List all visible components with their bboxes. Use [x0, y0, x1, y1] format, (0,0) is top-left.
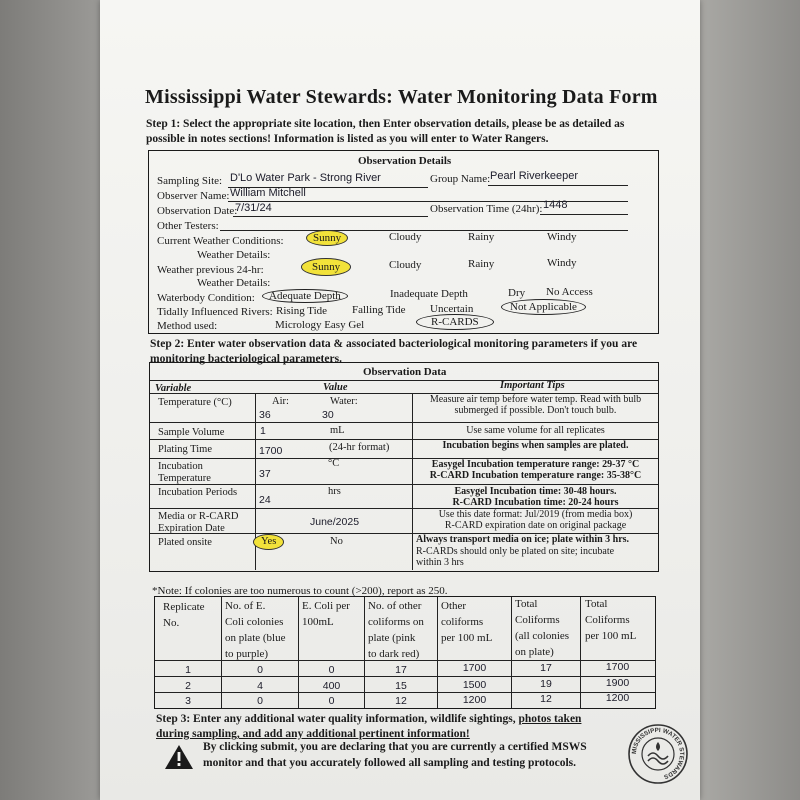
current-weather-sunny[interactable]: Sunny	[306, 230, 348, 246]
weather-details-label-2: Weather Details:	[197, 277, 271, 289]
plating-time-unit: (24-hr format)	[329, 442, 390, 453]
other-testers-label: Other Testers:	[157, 220, 219, 232]
rep2-other-per-100[interactable]: 1500	[462, 679, 487, 691]
rep3-ecoli-per-100[interactable]: 0	[328, 695, 335, 707]
temperature-tip-1: Measure air temp before water temp. Read with bulb	[429, 394, 642, 405]
incubation-temp-value[interactable]: 37	[259, 468, 271, 480]
rep3-total-per-100[interactable]: 1200	[605, 692, 630, 704]
rep1-other-per-100[interactable]: 1700	[462, 662, 487, 674]
tidal-uncertain[interactable]: Uncertain	[430, 303, 474, 315]
rep3-no: 3	[185, 695, 191, 707]
observation-date-label: Observation Date:	[157, 205, 238, 217]
rep1-ecoli-colonies[interactable]: 0	[257, 664, 263, 676]
expiration-tip-2: R-CARD expiration date on original package	[444, 520, 627, 531]
sampling-site-label: Sampling Site:	[157, 175, 223, 187]
plating-time-tip: Incubation begins when samples are plated.	[442, 440, 629, 451]
sample-volume-unit: mL	[330, 425, 345, 436]
rep3-total-colonies[interactable]: 12	[540, 693, 552, 705]
incubation-temp-tip-1: Easygel Incubation temperature range: 29-37 °C	[431, 459, 640, 470]
observer-name-value[interactable]: William Mitchell	[230, 187, 306, 199]
rep2-ecoli-colonies[interactable]: 4	[257, 680, 263, 692]
rep1-ecoli-per-100[interactable]: 0	[328, 664, 335, 676]
incubation-periods-tip-1: Easygel Incubation time: 30-48 hours.	[454, 486, 617, 497]
incubation-periods-label: Incubation Periods	[158, 487, 238, 498]
air-label: Air:	[272, 396, 289, 407]
waterbody-dry[interactable]: Dry	[508, 287, 526, 299]
temperature-label: Temperature (°C)	[158, 397, 232, 408]
sampling-site-value[interactable]: D'Lo Water Park - Strong River	[230, 172, 381, 184]
observation-data-heading: Observation Data	[363, 366, 447, 378]
submit-notice-line2: monitor and that you accurately followed all sampling and testing protocols.	[203, 757, 577, 769]
background-right	[700, 0, 800, 800]
step3-line1: Step 3: Enter any additional water quality information, wildlife sightings, photos taken	[156, 713, 582, 725]
rep3-other-colonies[interactable]: 12	[395, 695, 407, 707]
colonies-note: *Note: If colonies are too numerous to count (>200), report as 250.	[152, 585, 448, 597]
rep1-no: 1	[185, 664, 191, 676]
method-label: Method used:	[157, 320, 218, 332]
tidal-rising[interactable]: Rising Tide	[276, 305, 328, 317]
plating-time-label: Plating Time	[158, 444, 212, 455]
svg-text:MISSISSIPPI WATER STEWARDS: MISSISSIPPI WATER STEWARDS	[630, 726, 686, 781]
sample-volume-value[interactable]: 1	[260, 425, 266, 437]
form-title: Mississippi Water Stewards: Water Monitoring Data Form	[145, 86, 658, 108]
submit-notice-line1: By clicking submit, you are declaring that you are currently a certified MSWS	[203, 741, 587, 753]
prev-weather-cloudy[interactable]: Cloudy	[389, 259, 422, 271]
air-value[interactable]: 36	[259, 409, 271, 421]
weather-prev-label: Weather previous 24-hr:	[157, 264, 264, 276]
expiration-tip-1: Use this date format: Jul/2019 (from media box)	[438, 509, 633, 520]
weather-details-label-1: Weather Details:	[197, 249, 271, 261]
incubation-temp-label-1: Incubation	[158, 461, 203, 472]
incubation-periods-unit: hrs	[328, 486, 341, 497]
water-label: Water:	[330, 396, 358, 407]
rep3-ecoli-colonies[interactable]: 0	[257, 695, 263, 707]
plated-onsite-tip-2: R-CARDs should only be plated on site; incubate	[416, 546, 615, 557]
observation-time-value[interactable]: 1448	[543, 199, 568, 211]
col-variable-header: Variable	[155, 383, 192, 394]
tidal-falling[interactable]: Falling Tide	[352, 304, 406, 316]
rep-header-col2: No. of E. Coli colonies on plate (blue to purple)	[225, 600, 286, 660]
incubation-periods-tip-2: R-CARD Incubation time: 20-24 hours	[452, 497, 619, 508]
tidal-not-applicable[interactable]: Not Applicable	[501, 299, 586, 315]
step1-line2: possible in notes sections! Information is listed as you will enter to Water Rangers.	[146, 133, 549, 145]
current-weather-cloudy[interactable]: Cloudy	[389, 231, 422, 243]
rep-header-col5: Other coliforms per 100 mL	[441, 600, 493, 644]
expiration-label-2: Expiration Date	[158, 523, 225, 534]
col-tips-header: Important Tips	[500, 380, 565, 391]
plated-onsite-yes[interactable]: Yes	[253, 534, 284, 550]
incubation-temp-unit: °C	[328, 458, 340, 469]
current-weather-rainy[interactable]: Rainy	[468, 231, 495, 243]
rep-header-col6: Total Coliforms (all colonies on plate)	[515, 598, 570, 658]
observation-time-label: Observation Time (24hr):	[430, 203, 543, 215]
incubation-periods-value[interactable]: 24	[259, 494, 271, 506]
rep2-no: 2	[185, 680, 191, 692]
method-easy-gel[interactable]: Micrology Easy Gel	[275, 319, 365, 331]
observation-date-value[interactable]: 7/31/24	[235, 202, 272, 214]
rep2-other-colonies[interactable]: 15	[395, 680, 407, 692]
prev-weather-sunny[interactable]: Sunny	[301, 258, 351, 276]
step1-line1: Step 1: Select the appropriate site location, then Enter observation details, please be as detailed as	[146, 118, 625, 130]
tidal-label: Tidally Influenced Rivers:	[157, 306, 273, 318]
waterbody-adequate-depth[interactable]: Adequate Depth	[262, 289, 348, 303]
rep-header-col3: E. Coli per 100mL	[302, 600, 350, 628]
water-value[interactable]: 30	[322, 409, 334, 421]
warning-icon	[164, 744, 194, 770]
prev-weather-windy[interactable]: Windy	[547, 257, 577, 269]
rep-header-col7: Total Coliforms per 100 mL	[585, 598, 637, 642]
rep1-other-colonies[interactable]: 17	[395, 664, 407, 676]
plated-onsite-no[interactable]: No	[330, 536, 343, 547]
group-name-value[interactable]: Pearl Riverkeeper	[490, 170, 579, 182]
col-value-header: Value	[323, 382, 348, 393]
waterbody-no-access[interactable]: No Access	[546, 286, 593, 298]
rep3-other-per-100[interactable]: 1200	[462, 694, 487, 706]
rep2-total-per-100[interactable]: 1900	[605, 677, 630, 689]
plated-onsite-tip-1: Always transport media on ice; plate within 3 hrs.	[416, 534, 630, 545]
rep2-ecoli-per-100[interactable]: 400	[322, 680, 341, 692]
step2-line1: Step 2: Enter water observation data & associated bacteriological monitoring parameters if you are	[150, 338, 638, 350]
rep2-total-colonies[interactable]: 19	[540, 678, 552, 690]
rep-header-col1: Replicate No.	[163, 601, 205, 629]
plating-time-value[interactable]: 1700	[259, 445, 283, 457]
incubation-temp-label-2: Temperature	[158, 473, 211, 484]
step3-line2: during sampling, and add any additional pertinent information!	[156, 728, 470, 740]
plated-onsite-label: Plated onsite	[158, 537, 212, 548]
incubation-temp-tip-2: R-CARD Incubation temperature range: 35-38°C	[429, 470, 642, 481]
background-left	[0, 0, 100, 800]
current-weather-label: Current Weather Conditions:	[157, 235, 284, 247]
step2-line2: monitoring bacteriological parameters.	[150, 353, 342, 365]
sample-volume-tip: Use same volume for all replicates	[466, 425, 605, 436]
group-name-label: Group Name:	[430, 173, 491, 185]
expiration-value[interactable]: June/2025	[310, 516, 360, 528]
expiration-label-1: Media or R-CARD	[158, 511, 239, 522]
rep1-total-colonies[interactable]: 17	[540, 662, 552, 674]
method-r-cards[interactable]: R-CARDS	[416, 314, 494, 330]
sample-volume-label: Sample Volume	[158, 427, 225, 438]
waterbody-inadequate-depth[interactable]: Inadequate Depth	[390, 288, 468, 300]
observer-name-label: Observer Name:	[157, 190, 230, 202]
waterbody-label: Waterbody Condition:	[157, 292, 255, 304]
rep-header-col4: No. of other coliforms on plate (pink to dark red)	[368, 600, 424, 660]
rep1-total-per-100[interactable]: 1700	[605, 661, 630, 673]
msws-seal-logo	[627, 723, 689, 785]
temperature-tip-2: submerged if possible. Don't touch bulb.	[454, 405, 617, 416]
plated-onsite-tip-3: within 3 hrs	[416, 557, 464, 568]
observation-details-heading: Observation Details	[358, 155, 452, 167]
current-weather-windy[interactable]: Windy	[547, 231, 577, 243]
prev-weather-rainy[interactable]: Rainy	[468, 258, 495, 270]
